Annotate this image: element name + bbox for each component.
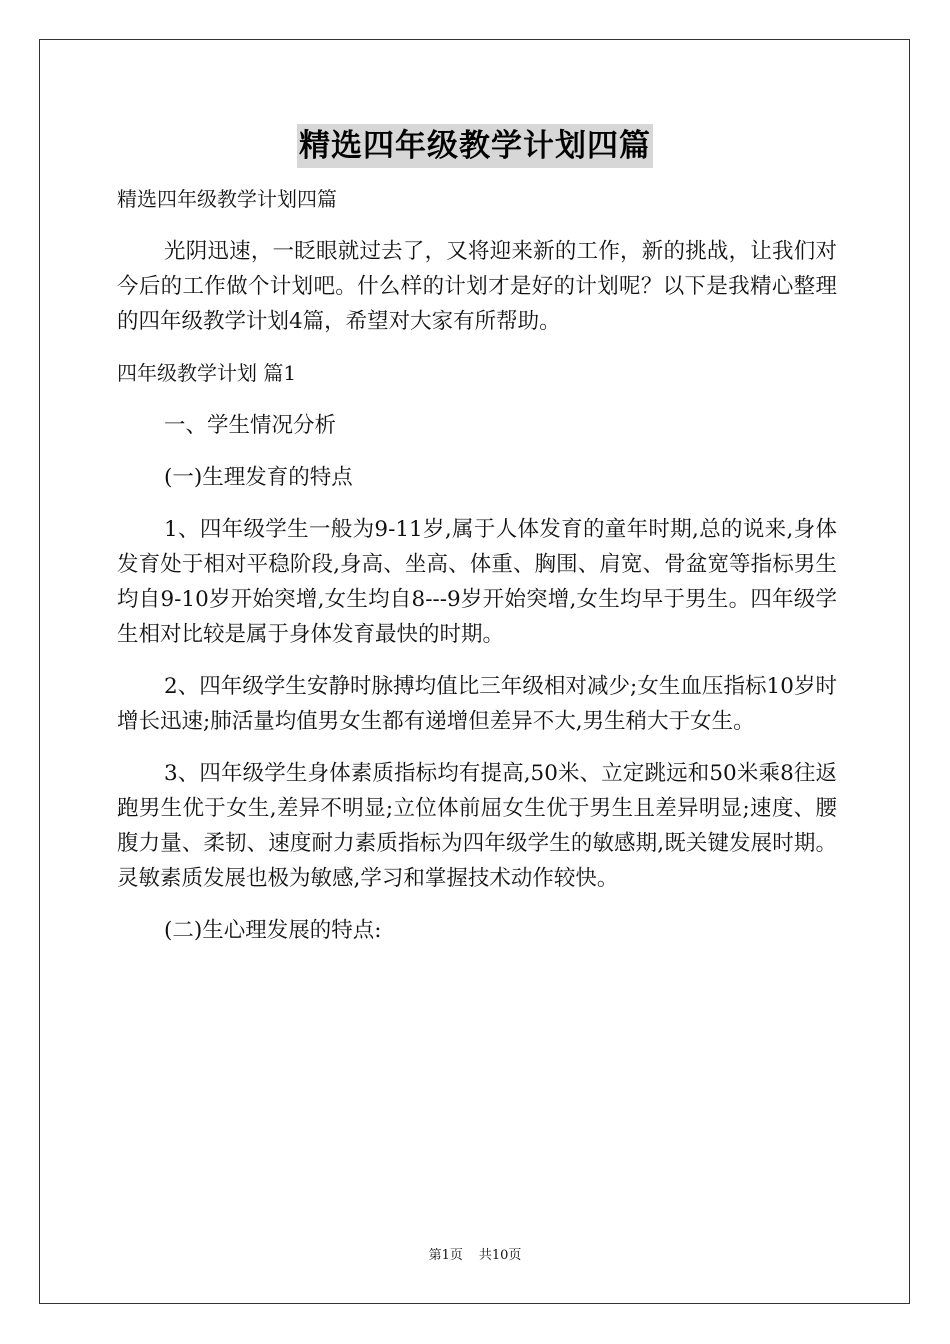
page-total: 共10页: [478, 1248, 522, 1263]
page-number: 第1页: [428, 1248, 463, 1263]
document-title: 精选四年级教学计划四篇: [297, 124, 653, 168]
title-wrap: [0, 124, 950, 168]
document-body: [117, 182, 837, 965]
paragraph-2: 2、四年级学生安静时脉搏均值比三年级相对减少;女生血压指标10岁时增长迅速;肺活量均值男女生都有递增但差异不大,男生稍大于女生。: [117, 674, 837, 734]
intro-paragraph: 光阴迅速，一眨眼就过去了，又将迎来新的工作，新的挑战，让我们对今后的工作做个计划吧。什么样的计划才是好的计划呢？以下是我精心整理的四年级教学计划4篇，希望对大家有所帮助。: [117, 239, 837, 334]
section-heading: 四年级教学计划 篇1: [117, 361, 297, 385]
heading-physical-development: (一)生理发育的特点: [164, 465, 353, 490]
heading-psychological-development: (二)生心理发展的特点:: [164, 918, 382, 943]
page-footer: [0, 1247, 950, 1265]
heading-student-analysis: 一、学生情况分析: [164, 413, 337, 438]
paragraph-1: 1、四年级学生一般为9-11岁,属于人体发育的童年时期,总的说来,身体发育处于相对平稳阶段,身高、坐高、体重、胸围、肩宽、骨盆宽等指标男生均自9-10岁开始突增,女生均自8---9岁开始突增,女生均早于男生。四年级学生相对比较是属于身体发育最快的时期。: [117, 517, 837, 647]
document-subtitle: 精选四年级教学计划四篇: [117, 187, 337, 211]
paragraph-3: 3、四年级学生身体素质指标均有提高,50米、立定跳远和50米乘8往返跑男生优于女生,差异不明显;立位体前屈女生优于男生且差异明显;速度、腰腹力量、柔韧、速度耐力素质指标为四年级学生的敏感期,既关键发展时期。灵敏素质发展也极为敏感,学习和掌握技术动作较快。: [117, 761, 837, 891]
